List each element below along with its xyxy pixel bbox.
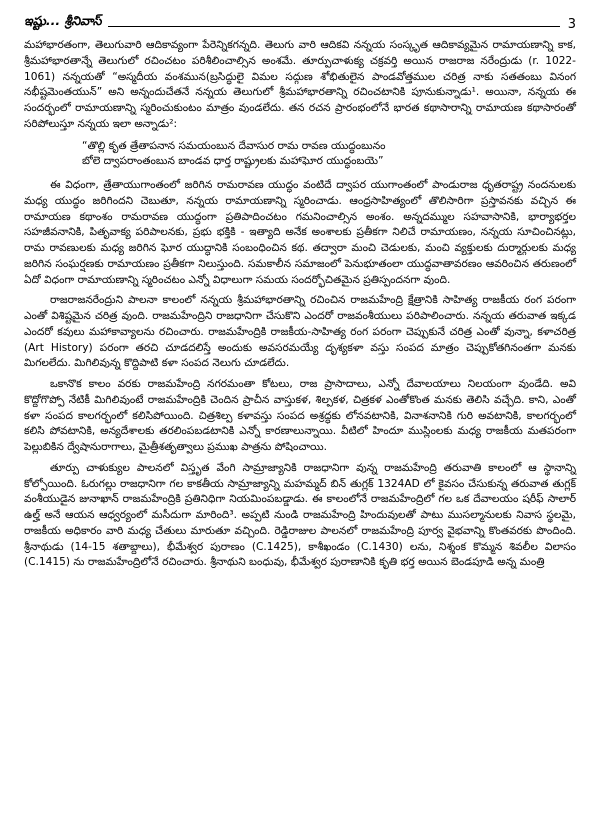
paragraph-5: తూర్పు చాళుక్యుల పాలనలో విస్తృత వేంగి సామ్రాజ్యానికి రాజధానిగా వున్న రాజమహేంద్రి తరువాతి కాలంలో ఆ స్థానాన్ని కోల్పోయింది. ఓరుగల్లు రాజధానిగా గల కాకతీయ సామ్రాజ్యాన్ని మహమ్మద్ బిన్ తుగ్లక్ 1324AD లో కైవసం చేసుకున్న తరువాత తుగ్లక్ వంశీయుడైన జునాఖాన్ రాజమహేంద్రికి ప్రతినిధిగా నియమింపబడ్డాడు. ఈ కాలంలోనే రాజమహేంద్రిలో గల ఒక దేవాలయం షరీఫ్ సాలార్ ఉల్హ్ అనే ఆయన ఆధ్వర్యంలో మసీదుగా మారింది³. అప్పటి నుండి రాజమహేంద్రి హిందువులతో పాటు ముసల్మానులకు నివాస స్థలమై, రాజకీయ అధికారం వారి మధ్య చేతులు మారుతూ వచ్చింది. రెడ్డిరాజుల పాలనలో రాజమహేంద్రి పూర్వ వైభవాన్ని కొంతవరకు పొందింది. శ్రీనాథుడు (14-15 శతాబ్దాలు), భీమేశ్వర పురాణం (C.1425), కాశీఖండం (C.1430) లను, నిశ్శంక కొమ్మన శివలీల విలాసం (C.1415) ను రాజమహేంద్రిలోనే రచించారు. శ్రీనాథుని బంధువు, భీమేశ్వర పురాణానికి కృతి భర్త అయిన బెండపూడి అన్న మంత్రి: [24, 461, 576, 569]
paragraph-3: రాజరాజనరేంద్రుని పాలనా కాలంలో నన్నయ శ్రీమహాభారతాన్ని రచించిన రాజమహేంద్రి క్షేత్రానికి సాహిత్య రాజకీయ రంగ పరంగా ఎంతో విశిష్టమైన చరిత్ర వుంది. రాజమహేంద్రిని రాజధానిగా చేసుకొని ఎందరో రాజవంశీయులు పరిపాలించారు. నన్నయ తరువాత ఇక్కడ ఎందరో కవులు మహాకావ్యాలను రచించారు. రాజమహేంద్రికి రాజకీయ-సాహిత్య రంగ పరంగా చెప్పుకునే చరిత్ర ఎంతో వున్నా, కళాచరిత్ర (Art History) పరంగా తరచి చూడదలిస్తే అందుకు అవసరమయ్యే దృశ్యకళా వస్తు సంపద మాత్రం చెప్పుకోతగినంతగా మనకు మిగలలేదు. మిగిలివున్న కొద్దిపాటి కళా సంపద నెలుగు చూడలేదు.: [24, 294, 576, 370]
running-title: ఇష్టు... శ్రీనివాస్: [24, 13, 102, 28]
paragraph-4: ఒకానొక కాలం వరకు రాజమహేంద్రి నగరమంతా కోటలు, రాజ ప్రాసాదాలు, ఎన్నో దేవాలయాలు నిలయంగా వుండేది. అవి కొద్దోగొప్పో నేటికీ మిగిలివుంటే రాజమహేంద్రికి చెందిన ప్రాచీన వాస్తుకళ, శిల్పకళ, చిత్రకళ ఎంతోకొంత మనకు తెలిసి వచ్చేది. కాని, ఎంతో కళా సంపద కాలగర్భంలో కలిసిపోయింది. చిత్రశిల్ప కళావస్తు సంపద అశ్రద్ధకు లోనవటానికి, వినాశనానికి గురి అవటానికి, కాలగర్భంలో కలిసి పోవటానికి, అన్యదేశాలకు తరలింపబడటానికి ఎన్నో కారణాలున్నాయి. వీటిలో హిందూ ముస్లింలకు మధ్య రాజకీయ మతపరంగా పెల్లుబికిన ద్వేషానురాగాలు, మైత్రీశతృత్వాలు ప్రముఖ పాత్రను పోషించాయి.: [24, 378, 576, 453]
paragraph-2: ఈ విధంగా, త్రేతాయుగాంతంలో జరిగిన రామరావణ యుద్ధం వంటిదే ద్వాపర యుగాంతంలో పాండురాజ ధృతరాష్ట్ర నందనులకు మధ్య యుద్ధం జరిగిందని చెబుతూ, నన్నయ రామాయణాన్ని స్మరించాడు. ఆంధ్రసాహిత్యంలో తొలిసారిగా ప్రస్తావనకు వచ్చిన ఈ రామాయణ కథాంశం రామరావణ యుద్ధంగా ప్రతిపాదించటం గమనించాల్సిన అంశం. అన్నదమ్ముల సహవాసానికి, భార్యాభర్తల సహజీవనానికి, పితృవాక్య పరిపాలనకు, ప్రభు భక్తికి - ఇత్యాది అనేక అంశాలకు ప్రతీకగా నిలిచే రామాయణం, నన్నయ సూచించినట్లు, రామ రావణులకు మధ్య జరిగిన ఘోర యుద్ధానికి సంబంధించిన కథ. తద్వారా మంచి చెడులకు, మంచి వ్యక్తులకు దుర్మార్గులకు మధ్య జరిగిన సంఘర్షణకు రామాయణం ప్రతీకగా నిలుస్తుంది. సమకాలీన సమాజంలో పెనుభూతంలా యుద్ధవాతావరణం ఆవరించిన తరుణంలో ఏదో విధంగా రామాయణాన్ని స్మరించటం ఎన్నో విధాలుగా సమయ సందర్భోచితమైన ప్రతిస్పందనగా వుంది.: [24, 179, 576, 286]
paragraph-1: మహాభారతంగా, తెలుగువారి ఆదికావ్యంగా పేరెన్నికగన్నది. తెలుగు వారి ఆదికవి నన్నయ సంస్కృత ఆదికావ్యమైన రామాయణాన్ని కాక, శ్రీమహాభారతాన్నే తెలుగులో రచించటం పరిశీలించాల్సిన అంశమే. తూర్పుచాళుక్య చక్రవర్తి అయిన రాజరాజ నరేంద్రుడు (r. 1022-1061) నన్నయతో “అస్మదీయ వంశమున(బ్రసిద్ధులై విమల సద్గుణ శోభితులైన పాండవోత్తముల చరిత్ర నాకు సతతంబు వినంగ నభీష్టమెంతయున్” అని అన్నందుచేతనే నన్నయ తెలుగులో శ్రీమహాభారతాన్ని రచించటానికి పూనుకున్నాడు¹. అయినా, నన్నయ ఈ సందర్భంలో రామాయణాన్ని స్మరించుకుంటం మాత్రం వుండలేదు. తన రచన ప్రారంభంలోనే భారత కథాసారాన్ని రామాయణ కథాసారంతో సరిపోలుస్తూ నన్నయ ఇలా అన్నాడు²:: [24, 39, 576, 130]
quote-line-2: బోలె ద్వాపరాంతంబున బాండవ ధార్త రాష్ట్రులకు మహాఘోర యుద్ధంబయె”: [82, 155, 384, 168]
quote-line-1: “తొల్లి కృత త్రేతాపనాన సమయంబున దేవాసుర రామ రావణ యుద్ధంబునం: [82, 139, 386, 152]
page-header: [24, 10, 576, 32]
page-number: 3: [567, 17, 576, 32]
body-text: [24, 38, 576, 571]
block-quote: [82, 139, 576, 171]
header-rule: [108, 26, 560, 27]
